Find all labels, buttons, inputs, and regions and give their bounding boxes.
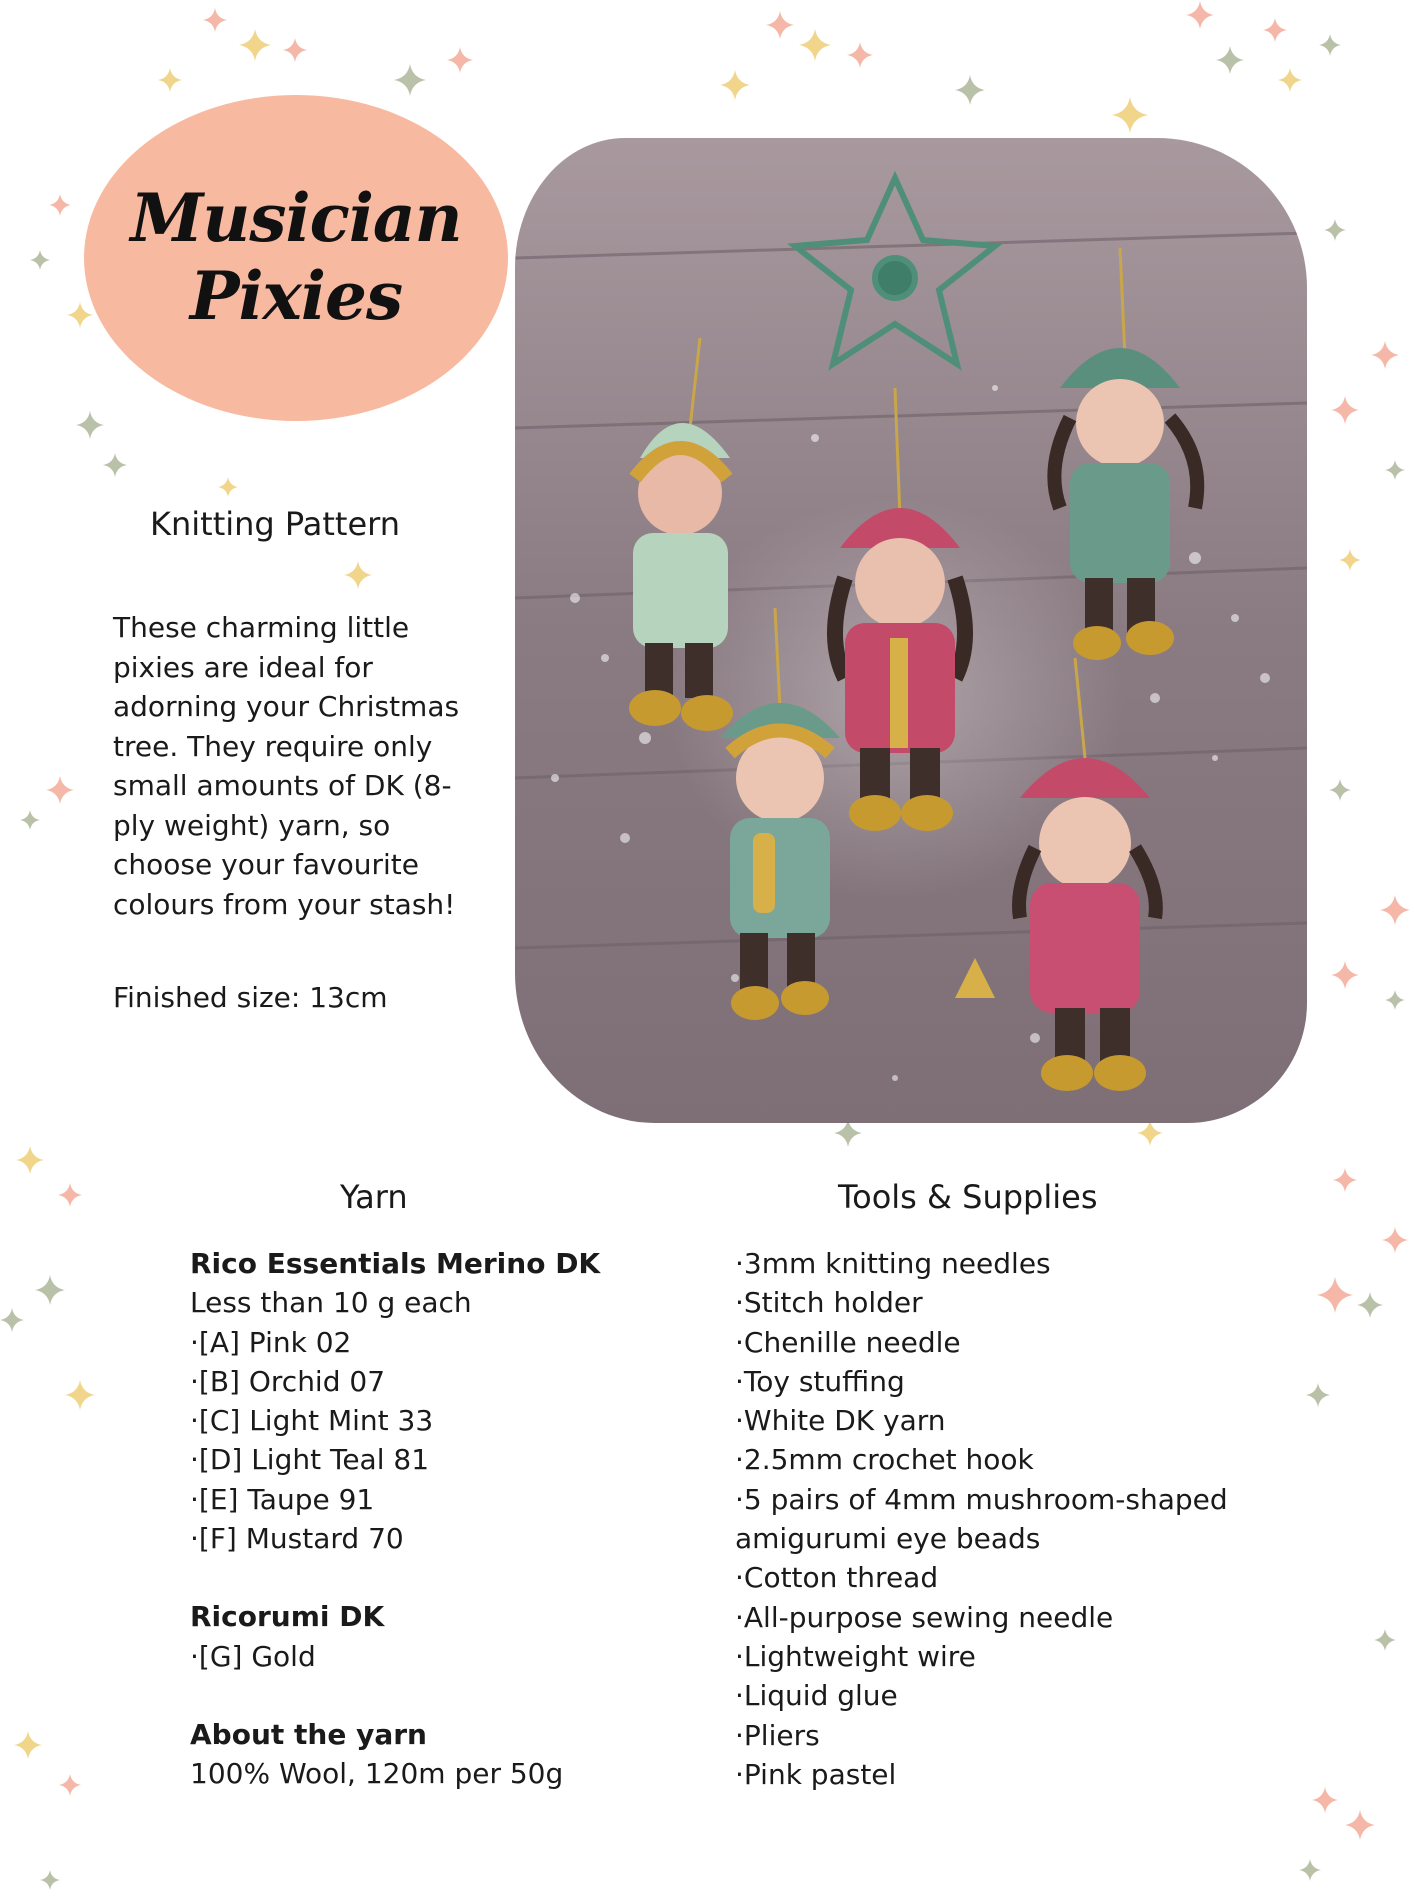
yarn-brand: Rico Essentials Merino DK xyxy=(190,1247,601,1280)
yarn-heading: Yarn xyxy=(340,1178,408,1216)
tool-item: amigurumi eye beads xyxy=(735,1522,1041,1556)
tool-item: ·Liquid glue xyxy=(735,1679,898,1713)
tool-item: ·Pink pastel xyxy=(735,1757,897,1791)
title-badge xyxy=(84,95,508,421)
yarn-colour-item: ·[C] Light Mint 33 xyxy=(190,1404,434,1438)
yarn-note: Less than 10 g each xyxy=(190,1286,472,1320)
title-line-2: Pixies xyxy=(189,257,403,335)
pattern-subtitle: Knitting Pattern xyxy=(150,505,401,543)
tool-item: ·White DK yarn xyxy=(735,1404,946,1438)
tool-item: ·Lightweight wire xyxy=(735,1639,976,1673)
intro-line: pixies are ideal for xyxy=(113,650,373,684)
yarn-colour-item: ·[F] Mustard 70 xyxy=(190,1522,404,1556)
product-photo xyxy=(515,138,1307,1123)
tools-list xyxy=(735,1244,1228,1794)
tool-item: ·Stitch holder xyxy=(735,1286,923,1320)
tools-heading: Tools & Supplies xyxy=(838,1178,1098,1216)
intro-line: colours from your stash! xyxy=(113,887,456,921)
title-line-1: Musician xyxy=(130,179,462,258)
tool-item: ·Pliers xyxy=(735,1718,820,1752)
tool-item: ·All-purpose sewing needle xyxy=(735,1600,1114,1634)
intro-line: choose your favourite xyxy=(113,848,419,881)
intro-line: adorning your Christmas xyxy=(113,690,460,723)
tool-item: ·Chenille needle xyxy=(735,1325,961,1359)
yarn-colour-item: ·[E] Taupe 91 xyxy=(190,1482,375,1516)
intro-line: small amounts of DK (8- xyxy=(113,769,452,802)
tool-item: ·Toy stuffing xyxy=(735,1364,905,1398)
intro-line: These charming little xyxy=(113,611,410,644)
intro-paragraph xyxy=(113,608,493,924)
tool-item: ·Cotton thread xyxy=(735,1561,939,1595)
yarn-colour-item: ·[D] Light Teal 81 xyxy=(190,1443,430,1477)
intro-line: ply weight) yarn, so xyxy=(113,808,391,842)
yarn-colour-item: ·[B] Orchid 07 xyxy=(190,1364,386,1398)
yarn-colour-item: ·[G] Gold xyxy=(190,1639,316,1673)
yarn-colour-item: ·[A] Pink 02 xyxy=(190,1325,352,1359)
about-yarn-heading: About the yarn xyxy=(190,1717,427,1751)
intro-line: tree. They require only xyxy=(113,729,433,763)
tool-item: ·2.5mm crochet hook xyxy=(735,1443,1034,1477)
about-yarn-text: 100% Wool, 120m per 50g xyxy=(190,1757,564,1791)
finished-size: Finished size: 13cm xyxy=(113,981,388,1014)
tool-item: ·3mm knitting needles xyxy=(735,1247,1051,1280)
yarn-brand-2: Ricorumi DK xyxy=(190,1600,385,1634)
tool-item: ·5 pairs of 4mm mushroom-shaped xyxy=(735,1482,1228,1516)
yarn-list xyxy=(190,1244,600,1794)
